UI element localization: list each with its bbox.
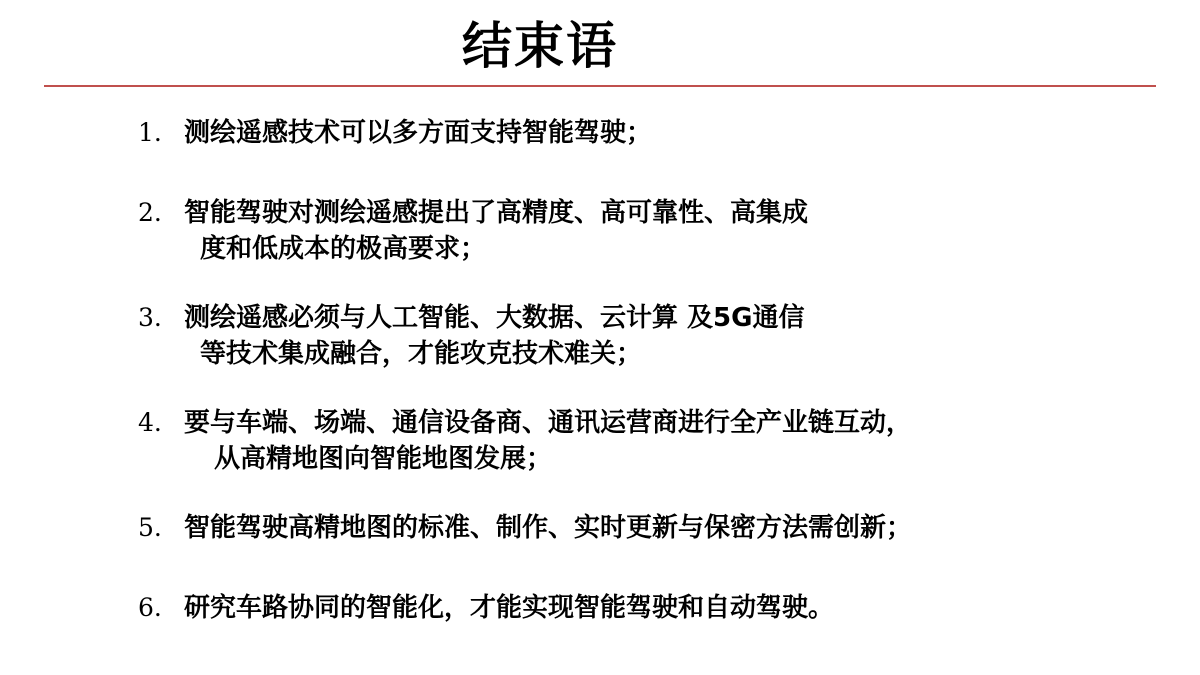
item-number: 3. <box>138 303 162 332</box>
title-divider <box>44 85 1156 87</box>
item-number: 1. <box>138 118 162 147</box>
list-item <box>138 510 1178 590</box>
item-number: 4. <box>138 408 162 437</box>
slide-title: 结束语 <box>462 17 618 75</box>
item-number: 6. <box>138 593 162 622</box>
item-text-continued: 从高精地图向智能地图发展； <box>214 444 553 474</box>
item-text: 智能驾驶高精地图的标准、制作、实时更新与保密方法需创新； <box>184 513 913 543</box>
list-item <box>138 300 1178 405</box>
item-number: 5. <box>138 513 162 542</box>
item-text-continued: 等技术集成融合，才能攻克技术难关； <box>200 339 643 369</box>
item-number: 2. <box>138 198 162 227</box>
item-text: 要与车端、场端、通信设备商、通讯运营商进行全产业链互动， <box>184 408 913 438</box>
list-item <box>138 590 1178 670</box>
list-item <box>138 405 1178 510</box>
list-item <box>138 195 1178 300</box>
item-text: 测绘遥感必须与人工智能、大数据、云计算 及5G通信 <box>184 303 805 333</box>
item-text: 智能驾驶对测绘遥感提出了高精度、高可靠性、高集成 <box>184 198 809 228</box>
conclusion-list <box>138 115 1178 670</box>
item-text: 测绘遥感技术可以多方面支持智能驾驶； <box>184 118 653 148</box>
list-item <box>138 115 1178 195</box>
item-text-continued: 度和低成本的极高要求； <box>200 234 487 264</box>
item-text: 研究车路协同的智能化，才能实现智能驾驶和自动驾驶。 <box>184 593 835 623</box>
